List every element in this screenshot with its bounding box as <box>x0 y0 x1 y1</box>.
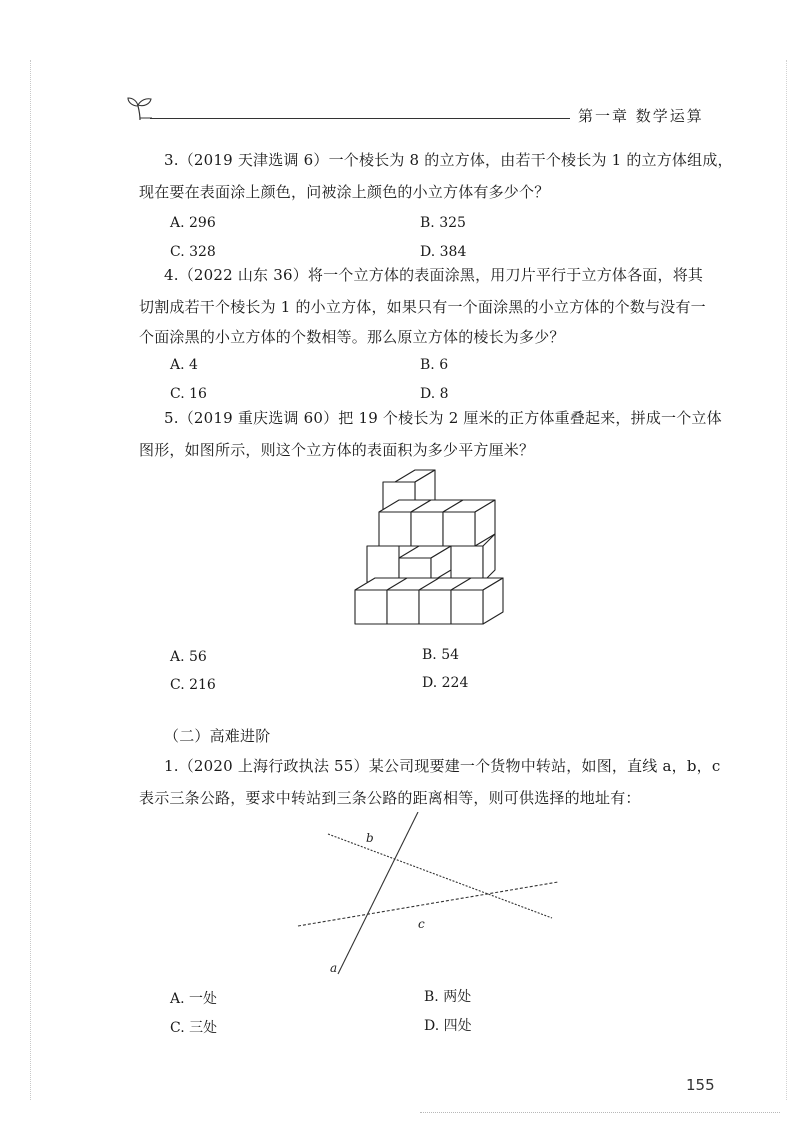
road-b-label: b <box>366 831 374 845</box>
stacked-cubes-figure <box>340 462 520 642</box>
question-3-option-a[interactable]: A. 296 <box>170 215 216 231</box>
question-5-option-a[interactable]: A. 56 <box>170 649 207 665</box>
question-3-option-c[interactable]: C. 328 <box>170 244 216 260</box>
scan-edge-bottom <box>420 1112 780 1113</box>
question-4-option-d[interactable]: D. 8 <box>420 386 449 402</box>
scan-edge-right <box>786 60 787 1100</box>
question-4-option-b[interactable]: B. 6 <box>420 357 449 373</box>
section-title: （二）高难进阶 <box>164 727 271 745</box>
question-3-option-d[interactable]: D. 384 <box>420 244 467 260</box>
advanced-question-1-option-a[interactable]: A. 一处 <box>170 991 218 1007</box>
three-roads-figure <box>290 812 570 982</box>
sprout-icon <box>124 92 156 124</box>
question-4-option-c[interactable]: C. 16 <box>170 386 207 402</box>
question-5-line-1: 5.（2019 重庆选调 60）把 19 个棱长为 2 厘米的正方体重叠起来，拼成一个立体 <box>164 409 722 427</box>
question-4-line-1: 4.（2022 山东 36）将一个立方体的表面涂黑，用刀片平行于立方体各面，将其 <box>164 266 704 284</box>
road-c-label: c <box>418 917 425 931</box>
question-5-option-d[interactable]: D. 224 <box>422 675 469 691</box>
question-5-option-c[interactable]: C. 216 <box>170 677 216 693</box>
page-number: 155 <box>686 1076 715 1094</box>
header-rule <box>150 118 570 119</box>
question-4-line-3: 个面涂黑的小立方体的个数相等。那么原立方体的棱长为多少？ <box>139 328 565 346</box>
question-3-line-2: 现在要在表面涂上颜色，问被涂上颜色的小立方体有多少个？ <box>139 183 550 201</box>
scan-edge-left <box>30 60 31 1100</box>
question-3-option-b[interactable]: B. 325 <box>420 215 466 231</box>
advanced-question-1-option-b[interactable]: B. 两处 <box>424 989 472 1005</box>
question-4-option-a[interactable]: A. 4 <box>170 357 198 373</box>
question-3-line-1: 3.（2019 天津选调 6）一个棱长为 8 的立方体，由若干个棱长为 1 的立方体组成， <box>164 151 733 169</box>
question-5-option-b[interactable]: B. 54 <box>422 647 460 663</box>
road-a-label: a <box>330 961 338 975</box>
advanced-question-1-line-1: 1.（2020 上海行政执法 55）某公司现要建一个货物中转站，如图，直线 a，b，c <box>164 757 721 775</box>
chapter-title: 第一章 数学运算 <box>578 107 704 125</box>
advanced-question-1-option-c[interactable]: C. 三处 <box>170 1020 218 1036</box>
advanced-question-1-option-d[interactable]: D. 四处 <box>424 1018 472 1034</box>
question-4-line-2: 切割成若干个棱长为 1 的小立方体，如果只有一个面涂黑的小立方体的个数与没有一 <box>139 298 706 316</box>
question-5-line-2: 图形，如图所示，则这个立方体的表面积为多少平方厘米？ <box>139 441 535 459</box>
advanced-question-1-line-2: 表示三条公路，要求中转站到三条公路的距离相等，则可供选择的地址有： <box>139 789 641 807</box>
